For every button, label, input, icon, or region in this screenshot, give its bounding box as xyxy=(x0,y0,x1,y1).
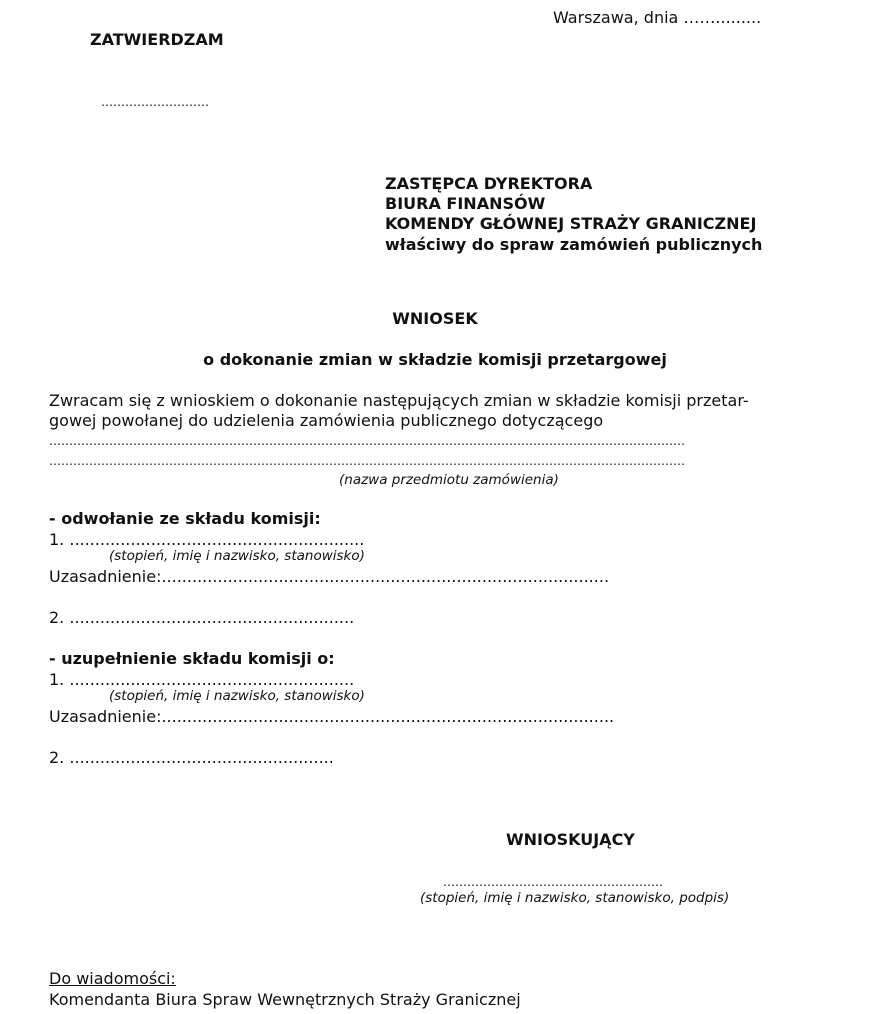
subject-dots-line-1: …………………………………………………………………………………………………………………………………………… xyxy=(49,435,685,447)
cc-recipient: Komendanta Biura Spraw Wewnętrznych Straży Granicznej xyxy=(49,990,521,1009)
addition-heading: - uzupełnienie składu komisji o: xyxy=(49,649,335,668)
addressee-line-3: KOMENDY GŁÓWNEJ STRAŻY GRANICZNEJ xyxy=(385,214,757,233)
addressee-line-1: ZASTĘPCA DYREKTORA xyxy=(385,174,593,193)
removal-item-1: 1. .......................................................... xyxy=(49,530,365,549)
approve-label: ZATWIERDZAM xyxy=(90,30,224,49)
removal-heading: - odwołanie ze składu komisji: xyxy=(49,509,321,528)
applicant-signature-line: ………………………………………………. xyxy=(443,875,663,889)
approve-signature-line: ……………………… xyxy=(101,95,209,109)
removal-item-1-caption: (stopień, imię i nazwisko, stanowisko) xyxy=(109,548,365,564)
addressee-line-2: BIURA FINANSÓW xyxy=(385,194,546,213)
cc-label: Do wiadomości: xyxy=(49,969,176,988)
addition-item-1-caption: (stopień, imię i nazwisko, stanowisko) xyxy=(109,688,365,704)
addition-justification: Uzasadnienie:......................................................................................... xyxy=(49,707,615,726)
applicant-label: WNIOSKUJĄCY xyxy=(506,830,635,849)
document-title: WNIOSEK xyxy=(392,309,478,328)
intro-line-2: gowej powołanej do udzielenia zamówienia publicznego dotyczącego xyxy=(49,411,604,430)
removal-item-2: 2. ........................................................ xyxy=(49,608,355,627)
subject-caption: (nazwa przedmiotu zamówienia) xyxy=(339,472,559,488)
subject-dots-line-2: …………………………………………………………………………………………………………………………………………… xyxy=(49,455,685,467)
removal-justification: Uzasadnienie:........................................................................................ xyxy=(49,567,610,586)
addition-item-2: 2. .................................................... xyxy=(49,748,334,767)
addition-item-1: 1. ........................................................ xyxy=(49,670,355,689)
addressee-line-4: właściwy do spraw zamówień publicznych xyxy=(385,235,763,254)
place-date: Warszawa, dnia ……......... xyxy=(553,8,762,27)
document-subtitle: o dokonanie zmian w składzie komisji przetargowej xyxy=(203,350,667,369)
intro-line-1: Zwracam się z wnioskiem o dokonanie następujących zmian w składzie komisji przetar- xyxy=(49,391,749,410)
applicant-caption: (stopień, imię i nazwisko, stanowisko, podpis) xyxy=(420,890,730,906)
